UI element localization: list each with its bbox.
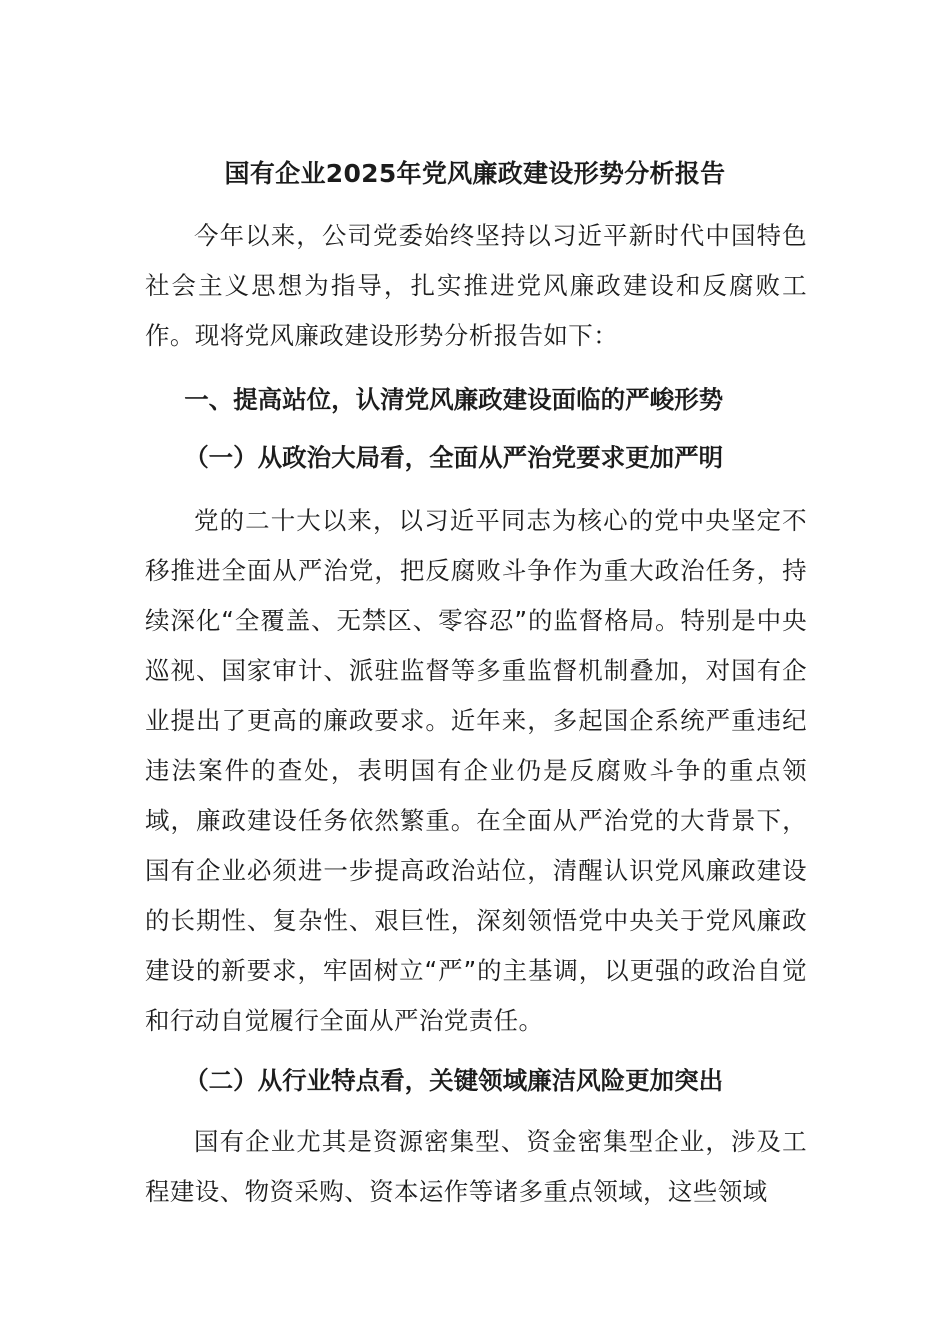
intro-paragraph: 今年以来，公司党委始终坚持以习近平新时代中国特色社会主义思想为指导，扎实推进党风廉政建设和反腐败工作。现将党风廉政建设形势分析报告如下： <box>145 221 807 350</box>
section-heading: 一、提高站位，认清党风廉政建设面临的严峻形势 <box>184 385 724 414</box>
subsection-heading: （二）从行业特点看，关键领域廉洁风险更加突出 <box>184 1066 724 1095</box>
document-title: 国有企业2025年党风廉政建设形势分析报告 <box>224 159 726 188</box>
body-paragraph: 国有企业尤其是资源密集型、资金密集型企业，涉及工程建设、物资采购、资本运作等诸多重点领域，这些领域 <box>145 1127 807 1206</box>
subsection-heading: （一）从政治大局看，全面从严治党要求更加严明 <box>184 443 724 472</box>
body-paragraph: 党的二十大以来，以习近平同志为核心的党中央坚定不移推进全面从严治党，把反腐败斗争作为重大政治任务，持续深化“全覆盖、无禁区、零容忍”的监督格局。特别是中央巡视、国家审计、派驻监督等多重监督机制叠加，对国有企业提出了更高的廉政要求。近年来，多起国企系统严重违纪违法案件的查处，表明国有企业仍是反腐败斗争的重点领域，廉政建设任务依然繁重。在全面从严治党的大背景下，国有企业必须进一步提高政治站位，清醒认识党风廉政建设的长期性、复杂性、艰巨性，深刻领悟党中央关于党风廉政建设的新要求，牢固树立“严”的主基调，以更强的政治自觉和行动自觉履行全面从严治党责任。 <box>145 506 807 1035</box>
